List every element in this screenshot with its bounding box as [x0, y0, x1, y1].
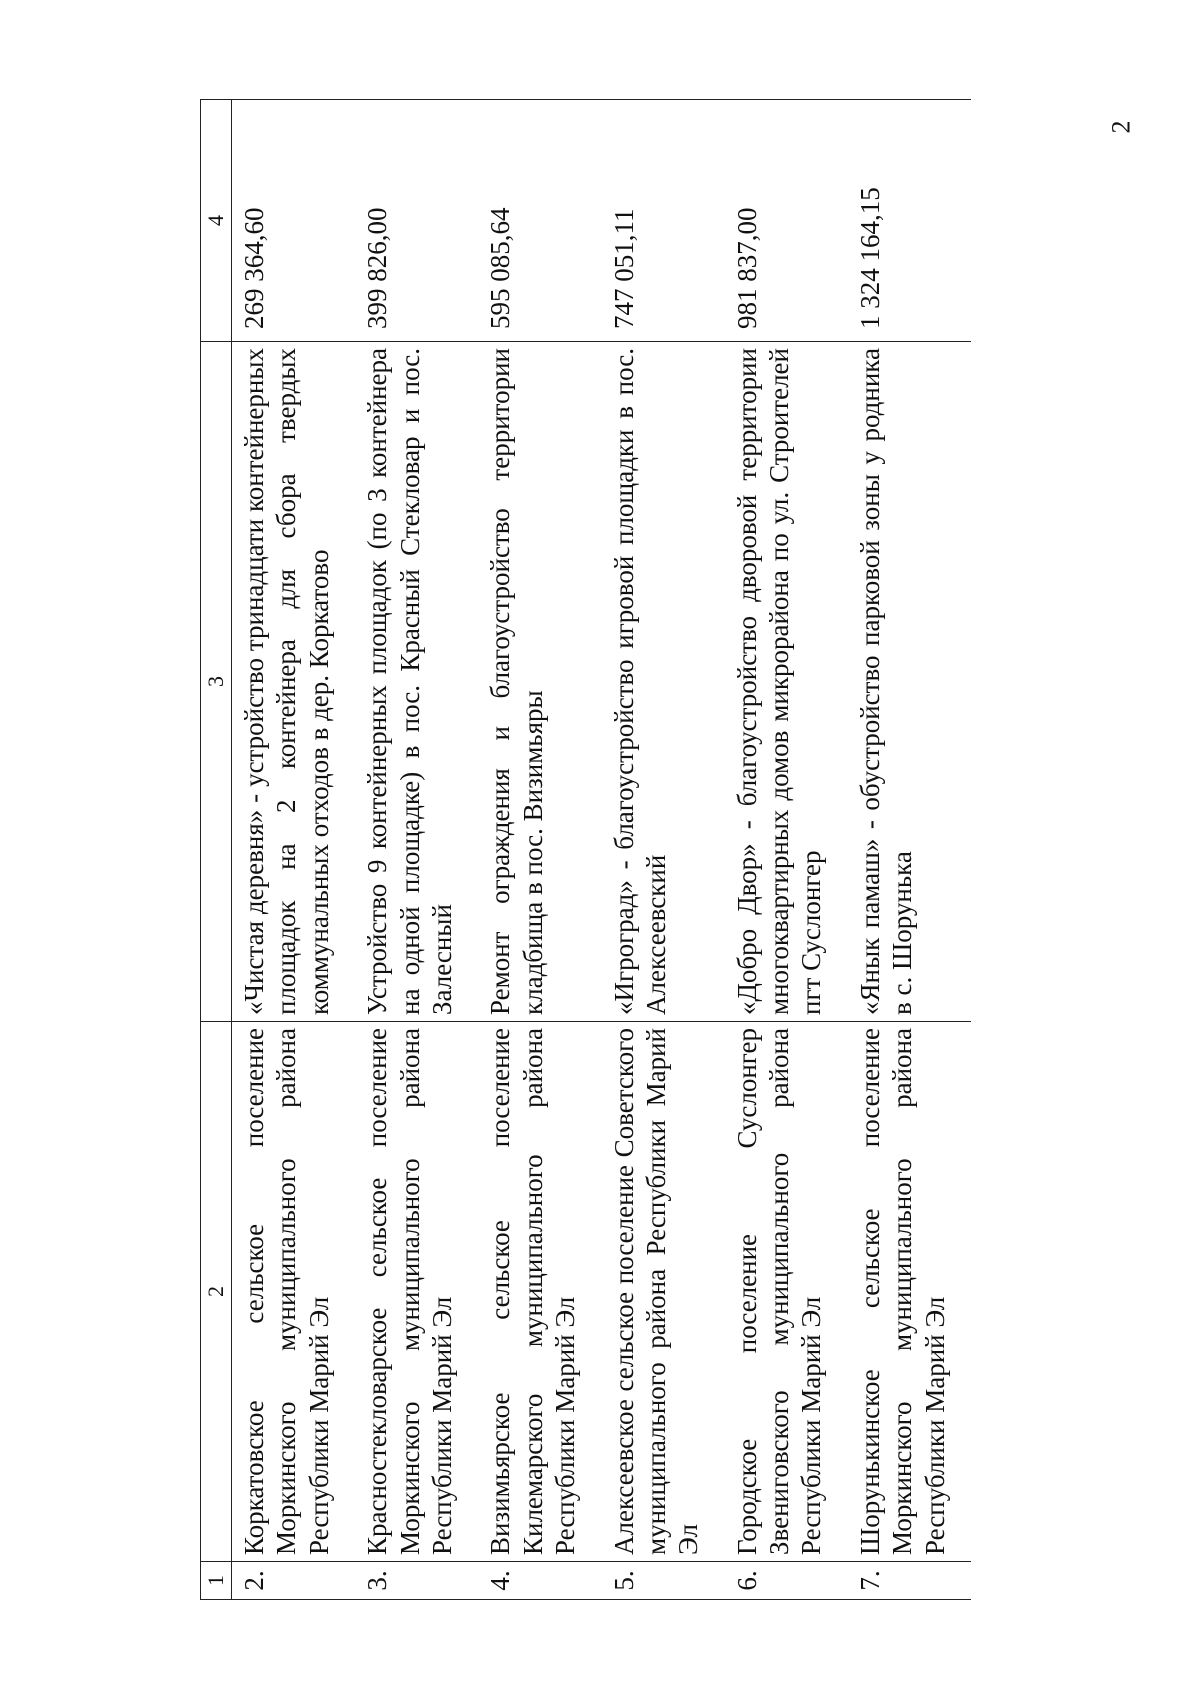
municipality-cell: Визимьярское сельское поселение Килемарского муниципального района Республики Марий Эл	[478, 1022, 601, 1562]
amount-cell: 399 826,00	[355, 100, 478, 342]
header-col-4: 4	[201, 100, 232, 342]
municipality-cell: Шорунькинское сельское поселение Моркинского муниципального района Республики Марий Эл	[848, 1022, 971, 1562]
header-row	[201, 100, 232, 1600]
rotated-page-content	[200, 100, 1200, 1591]
amount-cell: 269 364,60	[232, 100, 356, 342]
rotated-table-wrapper	[200, 100, 1020, 1600]
municipality-cell: Красностекловарское сельское поселение Моркинского муниципального района Республики Марий Эл	[355, 1022, 478, 1562]
row-number: 6.	[725, 1562, 848, 1600]
table-row	[355, 100, 478, 1600]
table-row	[725, 100, 848, 1600]
row-number: 4.	[478, 1562, 601, 1600]
projects-table	[200, 99, 971, 1600]
project-cell: «Янык памаш» - обустройство парковой зоны у родника в с. Шорунька	[848, 342, 971, 1022]
project-cell: «Чистая деревня» - устройство тринадцати контейнерных площадок на 2 контейнера для сбора твердых коммунальных отходов в дер. Коркатово	[232, 342, 356, 1022]
header-col-1: 1	[201, 1562, 232, 1600]
municipality-cell: Городское поселение Суслонгер Звениговского муниципального района Республики Марий Эл	[725, 1022, 848, 1562]
amount-cell: 981 837,00	[725, 100, 848, 342]
row-number: 3.	[355, 1562, 478, 1600]
table-row	[602, 100, 725, 1600]
project-cell: Ремонт ограждения и благоустройство территории кладбища в пос. Визимьяры	[478, 342, 601, 1022]
table-row	[232, 100, 356, 1600]
row-number: 7.	[848, 1562, 971, 1600]
amount-cell: 595 085,64	[478, 100, 601, 342]
project-cell: «Игроград» - благоустройство игровой площадки в пос. Алексеевский	[602, 342, 725, 1022]
table-row	[478, 100, 601, 1600]
header-col-3: 3	[201, 342, 232, 1022]
header-col-2: 2	[201, 1022, 232, 1562]
amount-cell: 747 051,11	[602, 100, 725, 342]
municipality-cell: Алексеевское сельское поселение Советского муниципального района Республики Марий Эл	[602, 1022, 725, 1562]
row-number: 2.	[232, 1562, 356, 1600]
table-row	[848, 100, 971, 1600]
row-number: 5.	[602, 1562, 725, 1600]
project-cell: «Добро Двор» - благоустройство дворовой территории многоквартирных домов микрорайона по ул. Строителей пгт Суслонгер	[725, 342, 848, 1022]
municipality-cell: Коркатовское сельское поселение Моркинского муниципального района Республики Марий Эл	[232, 1022, 356, 1562]
amount-cell: 1 324 164,15	[848, 100, 971, 342]
page-number: 2	[1106, 120, 1136, 134]
project-cell: Устройство 9 контейнерных площадок (по 3 контейнера на одной площадке) в пос. Красный Стекловар и пос. Залесный	[355, 342, 478, 1022]
